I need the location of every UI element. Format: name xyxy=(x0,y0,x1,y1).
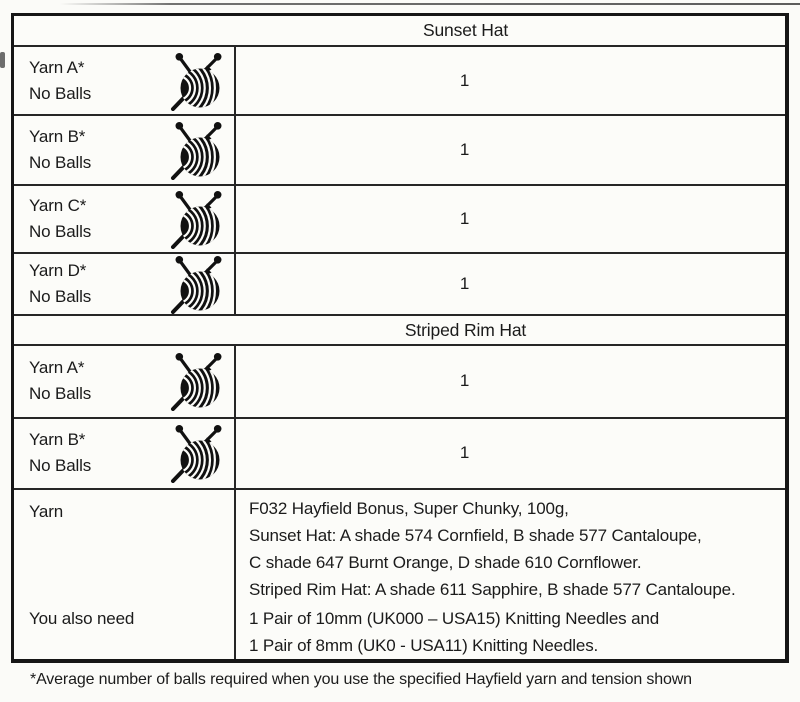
balls-count-cell xyxy=(236,116,785,183)
yarn-ball-icon xyxy=(170,254,224,314)
balls-count-cell xyxy=(236,346,785,416)
table-row-sunset-yarn-b xyxy=(14,116,785,185)
needles-detail-line: 1 Pair of 8mm (UK0 - USA11) Knitting Needles. xyxy=(249,635,599,655)
balls-count-value: 1 xyxy=(459,70,470,90)
yarn-ball-icon xyxy=(170,189,224,249)
footnote-text: *Average number of balls required when you use the specified Hayfield yarn and tension shown xyxy=(30,671,692,688)
yarn-ball-icon xyxy=(170,423,224,483)
no-balls-label: No Balls xyxy=(29,222,92,241)
details-label-column xyxy=(14,490,236,659)
section-header-striped-rim-hat xyxy=(14,316,785,346)
balls-count-cell xyxy=(236,47,785,114)
yarn-label-cell xyxy=(14,346,236,416)
table-row-sunset-yarn-c xyxy=(14,186,785,255)
yarn-detail-line: C shade 647 Burnt Orange, D shade 610 Cornflower. xyxy=(249,552,642,572)
yarn-detail-line: F032 Hayfield Bonus, Super Chunky, 100g, xyxy=(249,498,569,518)
scan-artifact-smudge xyxy=(0,52,5,68)
section-title: Striped Rim Hat xyxy=(404,319,527,340)
needles-detail-line: 1 Pair of 10mm (UK000 – USA15) Knitting Needles and xyxy=(249,608,660,628)
yarn-detail-label: Yarn xyxy=(29,501,64,521)
yarn-requirements-table xyxy=(11,13,789,663)
you-also-need-label: You also need xyxy=(29,608,135,628)
yarn-name-label: Yarn A* xyxy=(29,57,85,77)
yarn-ball-icon xyxy=(170,351,224,411)
no-balls-label: No Balls xyxy=(29,287,92,307)
yarn-name-label: Yarn B* xyxy=(29,127,86,146)
details-row xyxy=(14,490,785,659)
yarn-name-label: Yarn D* xyxy=(29,261,87,281)
balls-count-cell xyxy=(236,186,785,253)
yarn-label-cell xyxy=(14,254,236,314)
yarn-name-label: Yarn A* xyxy=(29,358,85,378)
yarn-ball-icon xyxy=(170,120,224,180)
no-balls-label: No Balls xyxy=(29,83,92,103)
no-balls-label: No Balls xyxy=(29,384,92,404)
yarn-label-cell xyxy=(14,419,236,488)
no-balls-label: No Balls xyxy=(29,456,92,476)
balls-count-value: 1 xyxy=(459,371,470,391)
balls-count-value: 1 xyxy=(459,274,470,294)
scan-artifact-top-line xyxy=(60,3,800,5)
yarn-label-cell xyxy=(14,186,236,253)
balls-count-value: 1 xyxy=(459,443,470,463)
table-row-sunset-yarn-d xyxy=(14,254,785,316)
yarn-detail-line: Sunset Hat: A shade 574 Cornfield, B shade 577 Cantaloupe, xyxy=(249,525,702,545)
yarn-label-cell xyxy=(14,116,236,183)
balls-count-value: 1 xyxy=(459,140,470,159)
yarn-detail-line: Striped Rim Hat: A shade 611 Sapphire, B shade 577 Cantaloupe. xyxy=(249,579,736,599)
balls-count-cell xyxy=(236,419,785,488)
yarn-name-label: Yarn B* xyxy=(29,430,86,450)
balls-count-cell xyxy=(236,254,785,314)
table-row-sunset-yarn-a xyxy=(14,47,785,116)
table-row-striped-yarn-b xyxy=(14,419,785,490)
section-header-sunset-hat xyxy=(14,16,785,47)
no-balls-label: No Balls xyxy=(29,153,92,172)
section-title: Sunset Hat xyxy=(422,19,509,40)
details-text-column xyxy=(236,490,785,659)
balls-count-value: 1 xyxy=(459,209,470,228)
yarn-name-label: Yarn C* xyxy=(29,196,87,215)
table-row-striped-yarn-a xyxy=(14,346,785,418)
yarn-label-cell xyxy=(14,47,236,114)
yarn-ball-icon xyxy=(170,51,224,111)
